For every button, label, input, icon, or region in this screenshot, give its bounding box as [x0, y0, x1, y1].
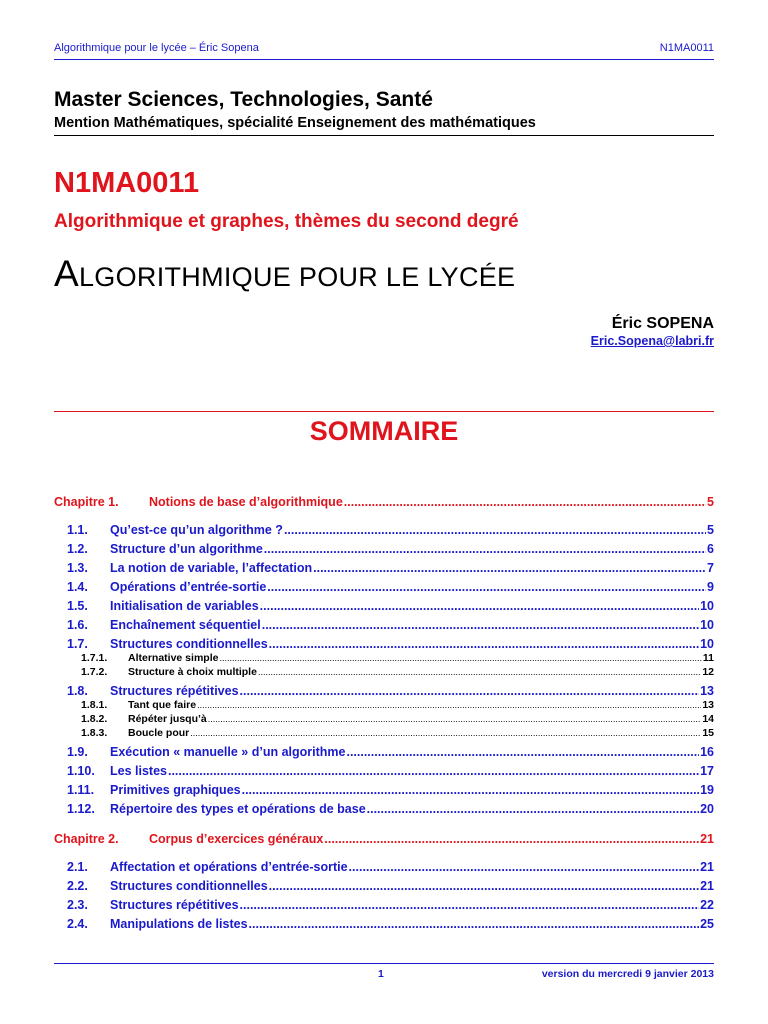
toc-label: Boucle pour — [128, 727, 190, 739]
toc-page-number: 20 — [700, 802, 714, 816]
toc-label: Structure d’un algorithme — [110, 542, 263, 556]
toc-number: 1.11. — [67, 783, 95, 797]
toc-label: Tant que faire — [128, 699, 197, 711]
toc-page-number: 17 — [700, 764, 714, 778]
toc-number: 1.8.3. — [81, 727, 108, 739]
toc-page-number: 10 — [700, 599, 714, 613]
running-header-right: N1MA0011 — [659, 42, 714, 54]
toc-leader-dots — [208, 713, 702, 725]
toc-label: Structures répétitives — [110, 898, 239, 912]
toc-section[interactable] — [54, 802, 714, 816]
toc-leader-dots — [262, 618, 699, 632]
toc-leader-dots — [269, 879, 699, 893]
toc-section[interactable] — [54, 764, 714, 778]
toc-leader-dots — [242, 783, 699, 797]
toc-section[interactable] — [54, 745, 714, 759]
toc-label: Qu’est-ce qu’un algorithme ? — [110, 523, 283, 537]
toc-page-number: 11 — [702, 652, 714, 664]
toc-section[interactable] — [54, 523, 714, 537]
main-title-rest: LGORITHMIQUE POUR LE LYCÉE — [78, 262, 516, 292]
toc-section[interactable] — [54, 542, 714, 556]
toc-page-number: 14 — [702, 713, 714, 725]
toc-number: Chapitre 1. — [54, 495, 119, 509]
toc-number: 1.3. — [67, 561, 88, 575]
toc-page-number: 22 — [700, 898, 714, 912]
toc-number: 1.8. — [67, 684, 88, 698]
toc-page-number: 16 — [700, 745, 714, 759]
toc-label: Structure à choix multiple — [128, 666, 257, 678]
toc-subsection[interactable] — [54, 699, 714, 711]
toc-leader-dots — [197, 699, 701, 711]
toc-chapter[interactable] — [54, 495, 714, 509]
toc-page-number: 15 — [702, 727, 714, 739]
version-note: version du mercredi 9 janvier 2013 — [541, 968, 714, 980]
toc-number: 1.6. — [67, 618, 88, 632]
toc-section[interactable] — [54, 783, 714, 797]
toc-label: La notion de variable, l’affectation — [110, 561, 313, 575]
page-number: 1 — [378, 968, 384, 980]
toc-number: 2.1. — [67, 860, 88, 874]
toc-label: Affectation et opérations d’entrée-sortie — [110, 860, 348, 874]
toc-number: 1.10. — [67, 764, 95, 778]
toc-leader-dots — [240, 898, 700, 912]
main-title-initial: A — [54, 253, 79, 294]
toc-label: Enchaînement séquentiel — [110, 618, 261, 632]
toc-page-number: 9 — [707, 580, 714, 594]
toc-page-number: 6 — [707, 542, 714, 556]
toc-section[interactable] — [54, 561, 714, 575]
toc-leader-dots — [249, 917, 700, 931]
toc-section[interactable] — [54, 879, 714, 893]
toc-leader-dots — [219, 652, 701, 664]
toc-leader-dots — [324, 832, 699, 846]
toc-number: Chapitre 2. — [54, 832, 119, 846]
toc-label: Les listes — [110, 764, 167, 778]
toc-leader-dots — [190, 727, 701, 739]
toc-section[interactable] — [54, 898, 714, 912]
toc-label: Alternative simple — [128, 652, 219, 664]
toc-page-number: 10 — [700, 637, 714, 651]
toc-leader-dots — [264, 542, 706, 556]
toc-number: 1.7.2. — [81, 666, 108, 678]
toc-leader-dots — [240, 684, 700, 698]
toc-number: 1.1. — [67, 523, 88, 537]
master-title: Master Sciences, Technologies, Santé — [54, 88, 433, 111]
footer-divider — [54, 963, 714, 964]
toc-number: 1.7. — [67, 637, 88, 651]
toc-label: Primitives graphiques — [110, 783, 241, 797]
master-mention: Mention Mathématiques, spécialité Enseignement des mathématiques — [54, 115, 536, 131]
toc-label: Structures répétitives — [110, 684, 239, 698]
toc-number: 1.7.1. — [81, 652, 108, 664]
toc-section[interactable] — [54, 860, 714, 874]
toc-number: 1.8.1. — [81, 699, 108, 711]
toc-subsection[interactable] — [54, 652, 714, 664]
toc-section[interactable] — [54, 580, 714, 594]
toc-number: 1.9. — [67, 745, 88, 759]
toc-section[interactable] — [54, 684, 714, 698]
toc-number: 1.4. — [67, 580, 88, 594]
toc-page-number: 5 — [707, 495, 714, 509]
toc-section[interactable] — [54, 917, 714, 931]
toc-number: 2.2. — [67, 879, 88, 893]
toc-subsection[interactable] — [54, 727, 714, 739]
toc-number: 1.12. — [67, 802, 95, 816]
toc-page-number: 25 — [700, 917, 714, 931]
toc-leader-dots — [344, 495, 706, 509]
toc-section[interactable] — [54, 599, 714, 613]
toc-section[interactable] — [54, 637, 714, 651]
toc-label: Exécution « manuelle » d’un algorithme — [110, 745, 346, 759]
toc-leader-dots — [313, 561, 706, 575]
sommaire-heading: SOMMAIRE — [309, 416, 459, 446]
course-code: N1MA0011 — [54, 167, 200, 199]
toc-page-number: 13 — [700, 684, 714, 698]
running-header — [54, 42, 714, 60]
toc-leader-dots — [349, 860, 700, 874]
toc-subsection[interactable] — [54, 666, 714, 678]
toc-page-number: 12 — [702, 666, 714, 678]
toc-subsection[interactable] — [54, 713, 714, 725]
toc-label: Manipulations de listes — [110, 917, 248, 931]
toc-leader-dots — [258, 666, 701, 678]
toc-number: 1.2. — [67, 542, 88, 556]
toc-number: 2.4. — [67, 917, 88, 931]
toc-number: 1.5. — [67, 599, 88, 613]
toc-leader-dots — [367, 802, 699, 816]
toc-page-number: 19 — [700, 783, 714, 797]
toc-chapter[interactable] — [54, 832, 714, 846]
toc-leader-dots — [267, 580, 706, 594]
toc-page-number: 21 — [700, 879, 714, 893]
toc-section[interactable] — [54, 618, 714, 632]
toc-label: Initialisation de variables — [110, 599, 259, 613]
toc-label: Structures conditionnelles — [110, 879, 268, 893]
toc-leader-dots — [168, 764, 699, 778]
toc-leader-dots — [260, 599, 699, 613]
toc-page-number: 7 — [707, 561, 714, 575]
toc-page-number: 5 — [707, 523, 714, 537]
toc-leader-dots — [346, 745, 699, 759]
author-email-link[interactable]: Eric.Sopena@labri.fr — [590, 334, 714, 348]
toc-page-number: 10 — [700, 618, 714, 632]
running-header-left: Algorithmique pour le lycée – Éric Sopena — [54, 42, 259, 54]
toc-label: Structures conditionnelles — [110, 637, 268, 651]
toc-label: Répéter jusqu’à — [128, 713, 207, 725]
toc-label: Notions de base d’algorithmique — [149, 495, 343, 509]
toc-number: 1.8.2. — [81, 713, 108, 725]
toc-page-number: 13 — [702, 699, 714, 711]
course-subtitle: Algorithmique et graphes, thèmes du second degré — [54, 211, 519, 232]
toc-leader-dots — [284, 523, 706, 537]
toc-page-number: 21 — [700, 860, 714, 874]
toc-page-number: 21 — [700, 832, 714, 846]
main-title — [54, 253, 515, 295]
divider-red — [54, 411, 714, 412]
divider-black — [54, 135, 714, 136]
toc-label: Corpus d’exercices généraux — [149, 832, 324, 846]
toc-leader-dots — [269, 637, 699, 651]
toc-number: 2.3. — [67, 898, 88, 912]
toc-label: Opérations d’entrée-sortie — [110, 580, 267, 594]
toc-label: Répertoire des types et opérations de base — [110, 802, 366, 816]
author-name: Éric SOPENA — [611, 315, 714, 332]
